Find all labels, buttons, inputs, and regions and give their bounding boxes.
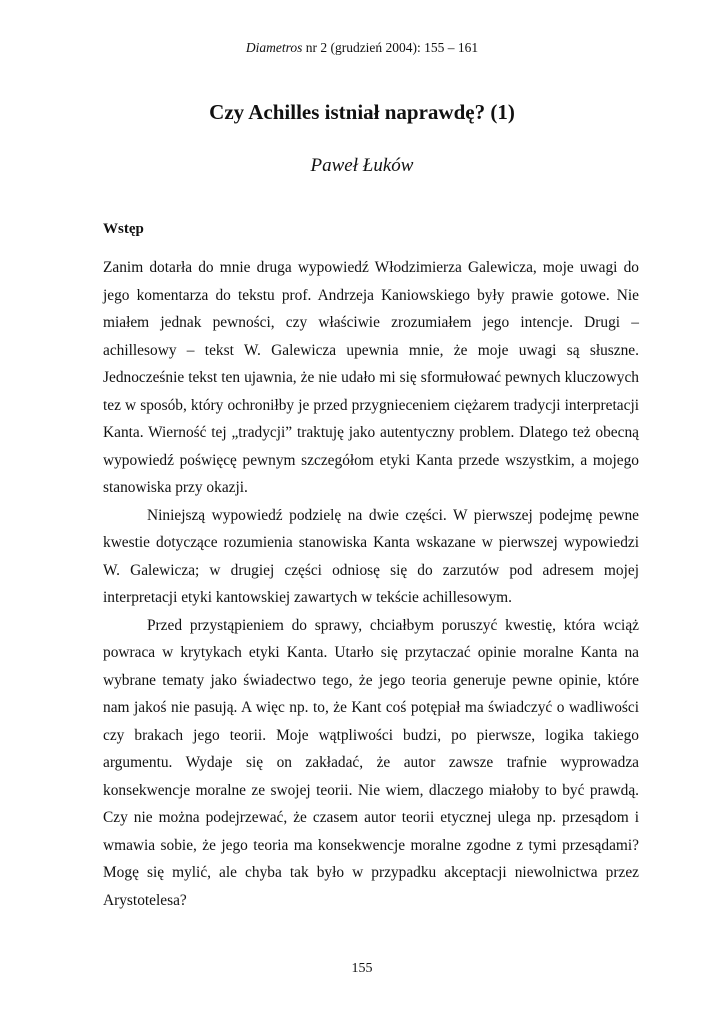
author-name: Paweł Łuków — [310, 155, 414, 176]
page-number: 155 — [351, 961, 373, 976]
journal-header — [0, 40, 724, 56]
journal-citation: nr 2 (grudzień 2004): 155 – 161 — [302, 40, 479, 55]
journal-name: Diametros — [245, 40, 303, 55]
paragraph: Niniejszą wypowiedź podzielę na dwie części. W pierwszej podejmę pewne kwestie dotyczące rozumienia stanowiska Kanta wskazane w pierwszej wypowiedzi W. Galewicza; w drugiej części odniosę się do zarzutów pod adresem mojej interpretacji etyki kantowskiej zawartych w tekście achillesowym. — [103, 506, 639, 606]
paragraph: Zanim dotarła do mnie druga wypowiedź Włodzimierza Galewicza, moje uwagi do jego komentarza do tekstu prof. Andrzeja Kaniowskiego były prawie gotowe. Nie miałem jednak pewności, czy właściwie zrozumiałem jego intencje. Drugi – achillesowy – tekst W. Galewicza upewnia mnie, że moje uwagi są słuszne. Jednocześnie tekst ten ujawnia, że nie udało mi się sformułować pewnych kluczowych tez w sposób, który ochroniłby je przed przygnieceniem ciężarem tradycji interpretacji Kanta. Wierność tej „tradycji” traktuję jako autentyczny problem. Dlatego też obecną wypowiedź poświęcę pewnym szczegółom etyki Kanta przede wszystkim, a mojego stanowiska przy okazji. — [103, 259, 639, 496]
paragraph: Przed przystąpieniem do sprawy, chciałbym poruszyć kwestię, która wciąż powraca w krytykach etyki Kanta. Utarło się przytaczać opinie moralne Kanta na wybrane tematy jako świadectwo tego, że jego teoria generuje pewne opinie, które nam jakoś nie pasują. A więc np. to, że Kant coś potępiał ma świadczyć o wadliwości czy brakach jego teorii. Moje wątpliwości budzi, po pierwsze, logika takiego argumentu. Wydaje się on zakładać, że autor zawsze trafnie wyprowadza konsekwencje moralne ze swojej teorii. Nie wiem, dlaczego miałoby to być prawdą. Czy nie można podejrzewać, że czasem autor teorii etycznej ulega np. przesądom i wmawia sobie, że jego teoria ma konsekwencje moralne zgodne z tymi przesądami? Mogę się mylić, ale chyba tak było w przypadku akceptacji niewolnictwa przez Arystotelesa? — [103, 616, 639, 909]
article-body — [103, 254, 639, 914]
section-heading: Wstęp — [103, 221, 144, 237]
article-title: Czy Achilles istniał naprawdę? (1) — [209, 100, 515, 124]
